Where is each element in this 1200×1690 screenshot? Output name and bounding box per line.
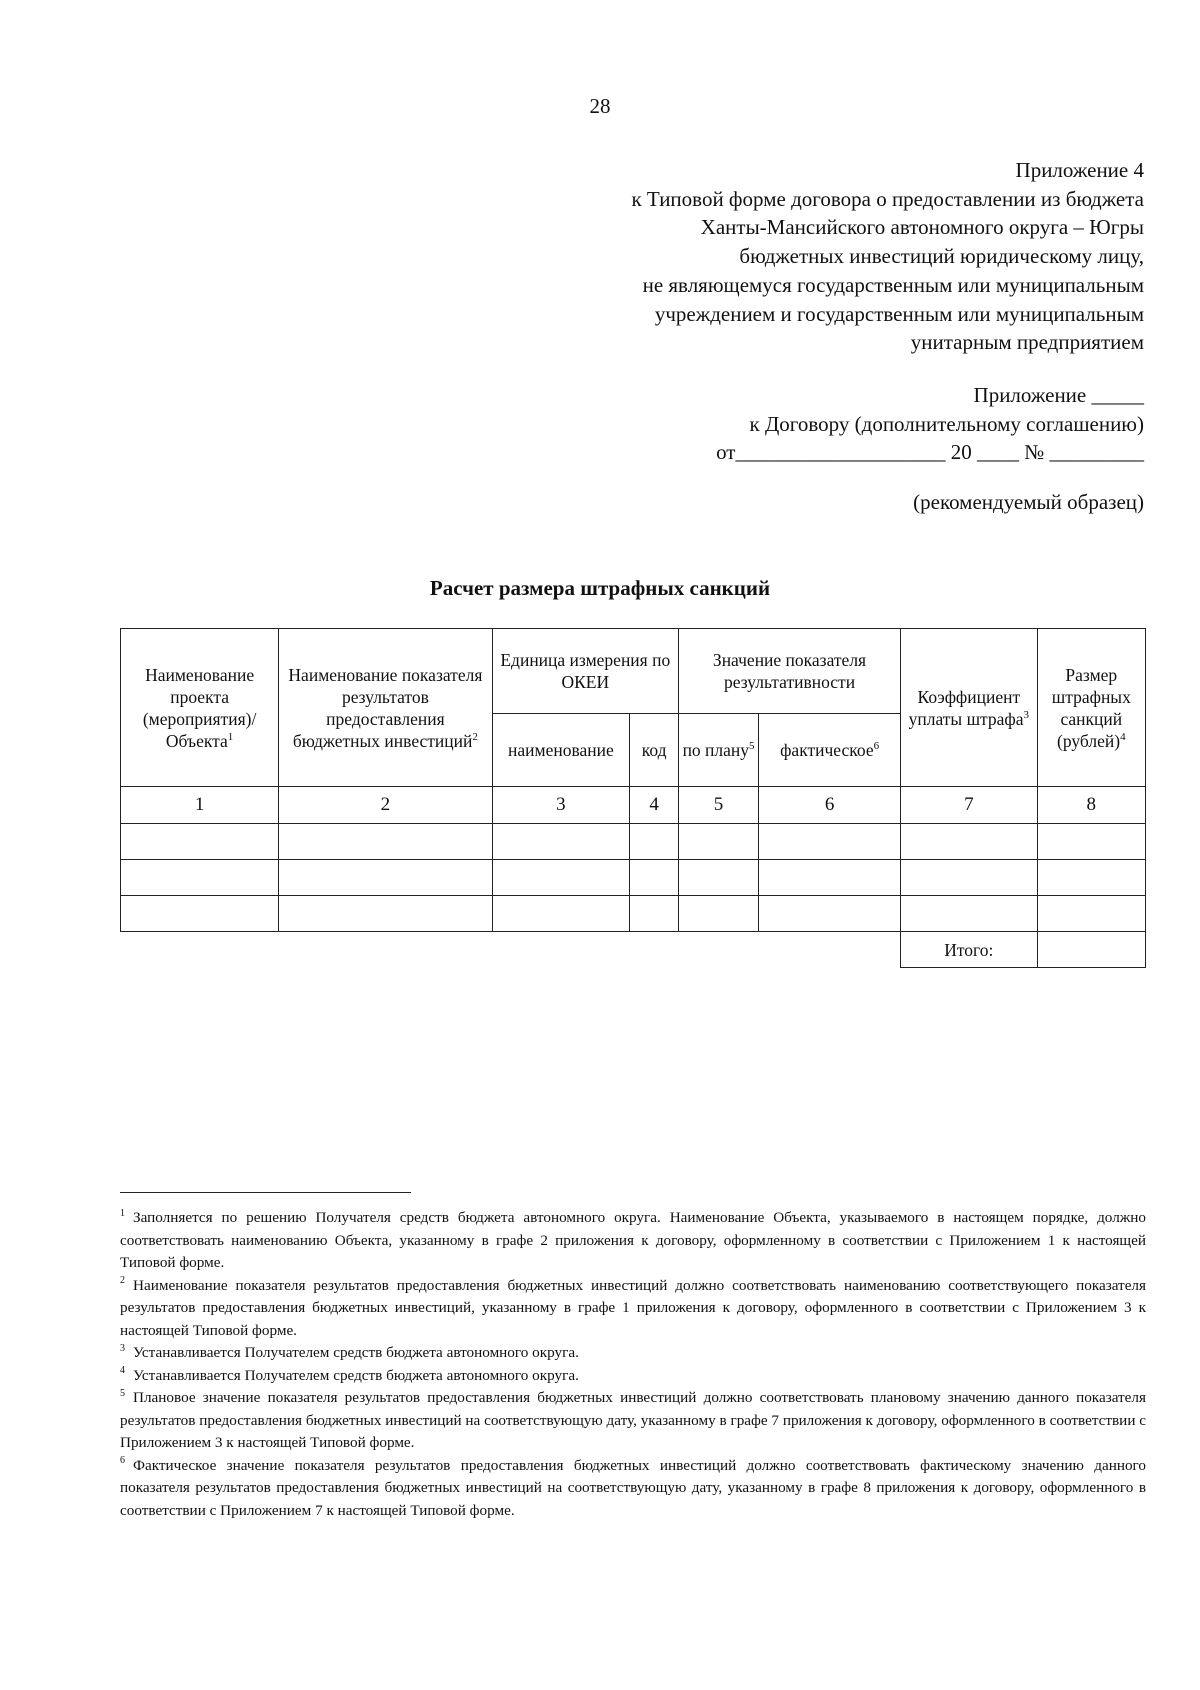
header-coefficient: Коэффициент уплаты штрафа$^3$ <box>901 629 1038 787</box>
footnote: $^4$ Устанавливается Получателем средств бюджета автономного округа. <box>120 1365 579 1384</box>
total-value-cell <box>1037 932 1145 968</box>
column-number: 5 <box>678 787 758 824</box>
table-cell <box>759 860 901 896</box>
table-cell <box>1037 896 1145 932</box>
footnote: $^5$ Плановое значение показателя результатов предоставления бюджетных инвестиций должно соответствовать плановому значению данного показателя результатов предоставления бюджетных инвестиций на соответствующую дату, указанному в графе 7 приложения к договору, оформленного в соответствии с Приложением 3 к настоящей Типовой форме. <box>120 1387 1146 1451</box>
table-cell <box>759 824 901 860</box>
table-cell <box>492 896 630 932</box>
appendix-line: учреждением и государственным или муниципальным <box>654 301 1144 326</box>
table-header-row <box>121 629 1146 714</box>
column-number: 6 <box>759 787 901 824</box>
header-indicator-name: Наименование показателя результатов предоставления бюджетных инвестиций$^2$ <box>279 629 492 787</box>
table-cell <box>279 860 492 896</box>
table-cell <box>759 896 901 932</box>
table-cell <box>901 860 1038 896</box>
table-cell <box>279 896 492 932</box>
header-project-name: Наименование проекта (мероприятия)/ Объекта$^1$ <box>121 629 279 787</box>
appendix-line: бюджетных инвестиций юридическому лицу, <box>739 244 1144 269</box>
table-cell <box>492 860 630 896</box>
column-number: 4 <box>630 787 679 824</box>
footnote: $^2$ Наименование показателя результатов предоставления бюджетных инвестиций должно соответствовать наименованию соответствующего показателя результатов предоставления бюджетных инвестиций, указанному в графе 1 приложения к договору, оформленного в соответствии с Приложением 3 к настоящей Типовой форме. <box>120 1275 1146 1339</box>
table-cell <box>279 824 492 860</box>
table-cell <box>1037 824 1145 860</box>
table-cell <box>630 896 679 932</box>
table-cell <box>630 860 679 896</box>
column-number: 7 <box>901 787 1038 824</box>
column-number: 2 <box>279 787 492 824</box>
table-cell <box>678 824 758 860</box>
table-cell <box>678 896 758 932</box>
total-label: Итого: <box>901 932 1038 968</box>
footnote: $^6$ Фактическое значение показателя результатов предоставления бюджетных инвестиций должно соответствовать фактическому значению данного показателя результатов предоставления бюджетных инвестиций на соответствующую дату, указанному в графе 8 приложения к договору, оформленного в соответствии с Приложением 7 к настоящей Типовой форме. <box>120 1455 1146 1519</box>
appendix-line: унитарным предприятием <box>910 330 1144 355</box>
footnotes <box>120 1207 1146 1522</box>
column-number: 3 <box>492 787 630 824</box>
appendix-line: к Типовой форме договора о предоставлении из бюджета <box>631 186 1144 211</box>
contract-line: Приложение _____ <box>973 383 1144 407</box>
header-sanction-amount: Размер штрафных санкций (рублей)$^4$ <box>1037 629 1145 787</box>
contract-line: к Договору (дополнительному соглашению) <box>749 411 1144 436</box>
table-cell <box>901 896 1038 932</box>
document-title: Расчет размера штрафных санкций <box>429 576 771 600</box>
contract-line: от____________________ 20 ____ № _________ <box>716 440 1144 465</box>
appendix-header <box>631 156 1144 357</box>
table-cell <box>678 860 758 896</box>
footnote-divider <box>120 1192 411 1193</box>
table-cell <box>1037 860 1145 896</box>
appendix-line: не являющемуся государственным или муниципальным <box>642 272 1144 297</box>
appendix-line: Ханты-Мансийского автономного округа – Югры <box>700 215 1144 240</box>
column-number: 8 <box>1037 787 1145 824</box>
header-indicator-value: Значение показателя результативности <box>678 629 900 714</box>
subheader-fact: фактическое$^6$ <box>759 714 901 787</box>
contract-header <box>716 381 1144 467</box>
sanctions-table <box>120 628 1146 968</box>
table-cell <box>492 824 630 860</box>
total-row <box>121 932 1146 968</box>
footnote: $^1$ Заполняется по решению Получателя средств бюджета автономного округа. Наименование Объекта, указываемого в настоящем порядке, должно соответствовать наименованию Объекта, указанному в графе 2 приложения к договору, оформленному в соответствии с Приложением 1 к настоящей Типовой форме. <box>120 1207 1146 1271</box>
appendix-line: Приложение 4 <box>1015 158 1144 182</box>
recommended-sample: (рекомендуемый образец) <box>913 490 1144 514</box>
subheader-unit-name: наименование <box>492 714 630 787</box>
column-number: 1 <box>121 787 279 824</box>
page-number: 28 <box>589 94 611 118</box>
total-spacer <box>121 932 901 968</box>
table-cell <box>121 896 279 932</box>
column-number-row <box>121 787 1146 824</box>
table-row <box>121 824 1146 860</box>
table-cell <box>121 860 279 896</box>
table-cell <box>630 824 679 860</box>
header-unit: Единица измерения по ОКЕИ <box>492 629 678 714</box>
subheader-plan: по плану$^5$ <box>678 714 758 787</box>
table-cell <box>121 824 279 860</box>
table-cell <box>901 824 1038 860</box>
table-row <box>121 896 1146 932</box>
footnote: $^3$ Устанавливается Получателем средств бюджета автономного округа. <box>120 1342 579 1361</box>
table-row <box>121 860 1146 896</box>
subheader-unit-code: код <box>630 714 679 787</box>
